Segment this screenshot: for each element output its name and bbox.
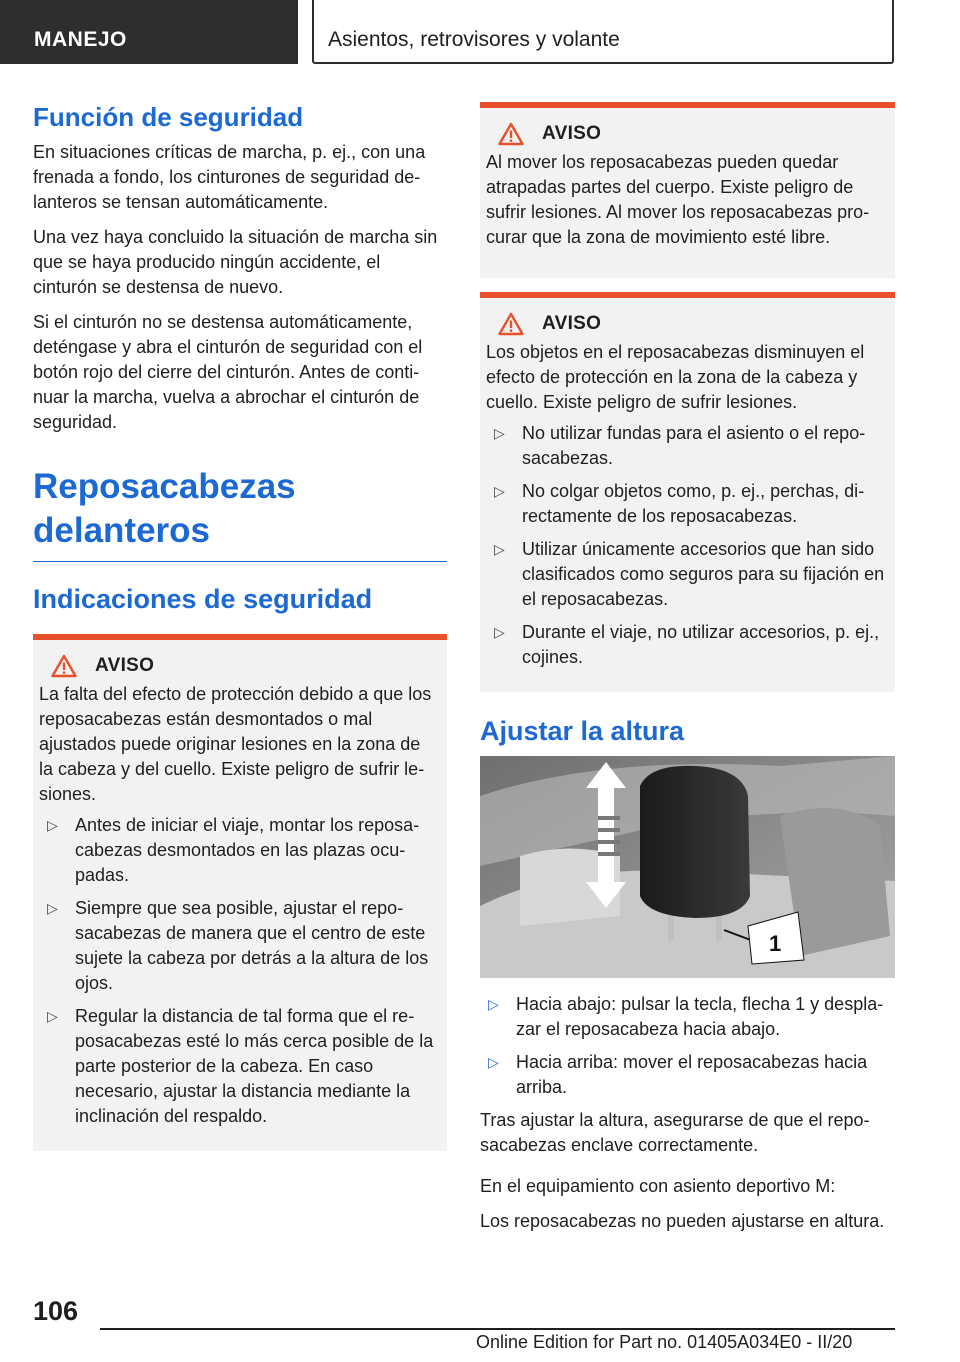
function-paragraph-1: En situaciones críticas de marcha, p. ej., con una frenada a fondo, los cinturones de seguridad delanteros se tensan automáticamente.: [33, 142, 426, 212]
warning-title-row: [486, 312, 887, 336]
list-item: ▷ No utilizar fundas para el asiento o el reposacabezas.: [494, 423, 866, 468]
height-section-title: Ajustar la altura: [480, 716, 685, 746]
list-item: ▷ Utilizar únicamente accesorios que han sido clasificados como seguros para su fijación en el reposacabezas.: [494, 539, 885, 609]
warning-text: La falta del efecto de protección debido a que los reposacabezas están desmontados o mal ajustados puede originar lesiones en la zona de la cabeza y del cuello. Existe peligro de sufrir lesiones.: [39, 684, 432, 804]
page-main-title: Reposacabezas delanteros: [33, 465, 447, 562]
height-paragraph-3: Los reposacabezas no pueden ajustarse en altura.: [480, 1211, 885, 1231]
edition-text: Online Edition for Part no. 01405A034E0 - II/20: [476, 1332, 853, 1352]
warning-text: Al mover los reposacabezas pueden quedar atrapadas partes del cuerpo. Existe peligro de sufrir lesiones. Al mover los reposacabezas procurar que la zona de movimiento esté libre.: [486, 152, 870, 247]
triangle-right-icon: ▷: [47, 900, 58, 916]
warning-title: AVISO: [542, 123, 602, 144]
warning-title-row: [39, 654, 439, 678]
warning-list: [486, 421, 887, 670]
list-item: ▷ Antes de iniciar el viaje, montar los reposacabezas desmontados en las plazas ocupadas.: [47, 815, 420, 885]
photo-label-1: 1: [769, 931, 782, 956]
list-item: ▷ Hacia abajo: pulsar la tecla, flecha 1 y desplazar el reposacabeza hacia abajo.: [488, 994, 884, 1039]
safety-section-title: Indicaciones de seguridad: [33, 584, 373, 614]
list-item: ▷ Siempre que sea posible, ajustar el reposacabezas de manera que el centro de este sujete la cabeza por detrás a la altura de los ojos.: [47, 898, 429, 993]
function-paragraph-2: Una vez haya concluido la situación de marcha sin que se haya producido ningún accidente, el cinturón se destensa de nuevo.: [33, 227, 438, 297]
triangle-right-icon: ▷: [494, 425, 505, 441]
function-title: Función de seguridad: [33, 102, 304, 132]
height-paragraph-1: Tras ajustar la altura, asegurarse de que el reposacabezas enclave correctamente.: [480, 1110, 870, 1155]
height-paragraph-2: En el equipamiento con asiento deportivo M:: [480, 1176, 836, 1196]
triangle-right-icon: ▷: [47, 1008, 58, 1024]
function-paragraph-3: Si el cinturón no se destensa automáticamente, deténgase y abra el cinturón de seguridad con el botón rojo del cierre del cinturón. Antes de continuar la marcha, vuelva a abrochar el cinturón de seguridad.: [33, 312, 423, 432]
warning-box-2: [480, 102, 895, 278]
headrest-photo: [480, 756, 895, 978]
triangle-right-icon: ▷: [494, 541, 505, 557]
height-list: [480, 992, 895, 1100]
triangle-right-icon: ▷: [47, 817, 58, 833]
triangle-right-icon: ▷: [494, 483, 505, 499]
warning-triangle-icon: [498, 122, 524, 146]
page-number: 106: [33, 1296, 79, 1326]
list-item: ▷ Regular la distancia de tal forma que el reposacabezas esté lo más cerca posible de la parte posterior de la cabeza. En caso necesario, ajustar la distancia mediante la inclinación del respaldo.: [47, 1006, 434, 1126]
list-item: ▷ Hacia arriba: mover el reposacabezas hacia arriba.: [488, 1052, 868, 1097]
warning-text: Los objetos en el reposacabezas disminuyen el efecto de protección en la zona de la cabeza y cuello. Existe peligro de sufrir lesiones.: [486, 342, 865, 412]
header-chapter: Asientos, retrovisores y volante: [312, 0, 894, 64]
warning-triangle-icon: [51, 654, 77, 678]
warning-list: [39, 813, 439, 1129]
triangle-right-icon: ▷: [488, 1054, 499, 1070]
triangle-right-icon: ▷: [488, 996, 499, 1012]
footer-divider: [100, 1328, 895, 1330]
warning-box-1: [33, 634, 447, 1151]
warning-title-row: [486, 122, 887, 146]
warning-box-3: [480, 292, 895, 692]
list-item: ▷ Durante el viaje, no utilizar accesorios, p. ej., cojines.: [494, 622, 880, 667]
warning-title: AVISO: [95, 655, 155, 676]
headrest-illustration: [480, 756, 895, 978]
warning-triangle-icon: [498, 312, 524, 336]
warning-title: AVISO: [542, 313, 602, 334]
list-item: ▷ No colgar objetos como, p. ej., perchas, directamente de los reposacabezas.: [494, 481, 865, 526]
header-section: MANEJO: [0, 0, 298, 64]
right-column: [480, 102, 895, 1244]
triangle-right-icon: ▷: [494, 624, 505, 640]
left-column: [33, 100, 447, 1167]
